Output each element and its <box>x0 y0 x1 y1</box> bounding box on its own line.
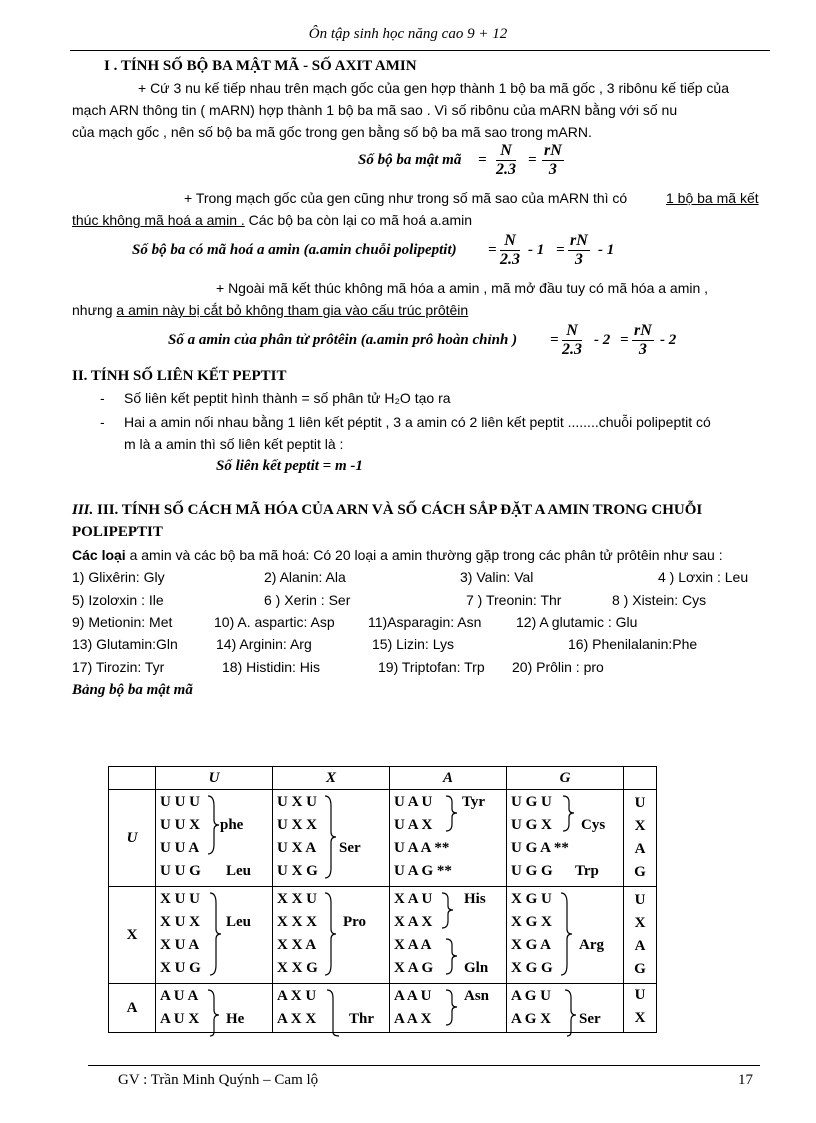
formula-label: Số bộ ba có mã hoá a amin (a.amin chuỗi polipeptit) <box>132 242 457 258</box>
codon-cell <box>156 790 273 887</box>
amino-acid-label: Asn <box>464 988 490 1004</box>
brace-icon <box>208 891 222 977</box>
codon-cell <box>507 887 624 984</box>
paragraph-line <box>72 547 723 563</box>
column-header: U <box>156 767 273 790</box>
third-base: X <box>634 915 646 931</box>
codon: U A U <box>394 794 433 810</box>
equals-sign: = <box>488 242 497 258</box>
amino-acid-label: Tyr <box>462 794 486 810</box>
codon: U G G <box>511 863 553 879</box>
amino-acid-label: Gln <box>464 960 489 976</box>
table-row <box>109 887 657 984</box>
equals-sign: = <box>528 152 537 168</box>
list-item: 13) Glutamin:Gln <box>72 636 178 652</box>
codon: A X U <box>277 988 317 1004</box>
codon: A G X <box>511 1011 552 1027</box>
fraction <box>562 322 582 359</box>
first-base-cell: X <box>109 887 156 984</box>
fraction <box>542 142 564 179</box>
codon: U A A ** <box>394 840 450 856</box>
codon: U G X <box>511 817 552 833</box>
numerator: rN <box>634 322 652 339</box>
amino-acid-label: Pro <box>343 914 367 930</box>
codon-cell <box>273 984 390 1033</box>
amino-acid-label: Ser <box>339 840 361 856</box>
amino-acid-label: Thr <box>349 1011 375 1027</box>
brace-icon <box>323 891 337 977</box>
third-base: A <box>634 938 646 954</box>
brace-icon <box>444 988 458 1028</box>
list-item: 11)Asparagin: Asn <box>368 614 482 630</box>
denominator: 2.3 <box>496 161 516 178</box>
brace-icon <box>440 891 454 931</box>
equals-sign: = <box>556 242 565 258</box>
numerator: N <box>562 322 582 341</box>
minus-term: - 2 <box>660 332 677 348</box>
fraction <box>496 142 516 179</box>
third-base: G <box>634 961 646 977</box>
denominator: 3 <box>638 341 647 358</box>
numerator: rN <box>544 142 562 159</box>
numerator: N <box>500 232 520 251</box>
codon: X U A <box>160 937 200 953</box>
codon: A G U <box>511 988 552 1004</box>
formula-label: Số bộ ba mật mã <box>358 152 462 168</box>
denominator: 3 <box>548 161 557 178</box>
underlined-text: 1 bộ ba mã kết <box>666 190 759 206</box>
amino-acid-label: Leu <box>226 914 252 930</box>
table-row <box>109 790 657 887</box>
codon: U U G <box>160 863 201 879</box>
brace-icon <box>561 794 575 834</box>
paragraph-line <box>72 212 472 228</box>
third-base: U <box>634 987 646 1003</box>
amino-acid-label: Leu <box>226 863 252 879</box>
formula: Số liên kết peptit = m -1 <box>216 458 363 474</box>
third-base-cell <box>624 984 657 1033</box>
codon: U U U <box>160 794 200 810</box>
brace-icon <box>559 891 573 977</box>
equals-sign: = <box>478 152 487 168</box>
amino-acid-label: Ser <box>579 1011 601 1027</box>
bullet-text: Hai a amin nối nhau bằng 1 liên kết péptit , 3 a amin có 2 liên kết peptit ........chuỗi polipeptit có <box>124 414 711 430</box>
section-number: III. <box>72 502 94 518</box>
amino-acid-label: Cys <box>581 817 606 833</box>
codon: U U X <box>160 817 200 833</box>
third-base: X <box>634 818 646 834</box>
codon-cell <box>390 887 507 984</box>
codon: A A U <box>394 988 432 1004</box>
minus-term: - 1 <box>528 242 545 258</box>
numerator: rN <box>570 232 588 249</box>
list-item: 5) Izolơxin : Ile <box>72 592 164 608</box>
section-2-heading: II. TÍNH SỐ LIÊN KẾT PEPTIT <box>72 368 287 384</box>
brace-icon <box>323 794 337 880</box>
codon: X G X <box>511 914 552 930</box>
codon: X U X <box>160 914 200 930</box>
amino-acid-label: Trp <box>575 863 599 879</box>
amino-acid-label: phe <box>220 817 244 833</box>
paragraph: + Ngoài mã kết thúc không mã hóa a amin , mã mở đầu tuy có mã hóa a amin , <box>216 280 709 296</box>
fraction <box>568 232 590 269</box>
minus-term: - 2 <box>594 332 611 348</box>
bullet-dash: - <box>100 390 105 406</box>
section-3-heading-cont: POLIPEPTIT <box>72 524 163 540</box>
paragraph: nhưng <box>72 302 113 318</box>
codon: X X A <box>277 937 317 953</box>
codon: U G A ** <box>511 840 569 856</box>
codon: U G U <box>511 794 552 810</box>
brace-icon <box>563 988 577 1038</box>
list-item: 17) Tirozin: Tyr <box>72 659 165 675</box>
equals-sign: = <box>620 332 629 348</box>
codon-table <box>108 766 657 1033</box>
amino-acid-label: Arg <box>579 937 604 953</box>
paragraph: + Trong mạch gốc của gen cũng như trong số mã sao của mARN thì có <box>184 190 628 206</box>
list-item: 15) Lizin: Lys <box>372 636 454 652</box>
codon-cell <box>156 887 273 984</box>
codon: U A X <box>394 817 433 833</box>
codon: U X G <box>277 863 318 879</box>
paragraph: của mạch gốc , nên số bộ ba mã gốc trong gen bằng số bộ ba mã sao trong mARN. <box>72 124 592 140</box>
list-item: 7 ) Treonin: Thr <box>466 592 562 608</box>
codon: A U A <box>160 988 199 1004</box>
column-header: A <box>390 767 507 790</box>
first-base-cell: A <box>109 984 156 1033</box>
third-base: X <box>634 1010 646 1026</box>
codon: X A X <box>394 914 433 930</box>
codon-cell <box>273 790 390 887</box>
codon: A X X <box>277 1011 317 1027</box>
first-base-cell: U <box>109 790 156 887</box>
codon: U X A <box>277 840 317 856</box>
list-item: 4 ) Lơxin : Leu <box>658 569 749 585</box>
codon: U A G ** <box>394 863 452 879</box>
list-item: 9) Metionin: Met <box>72 614 173 630</box>
brace-icon <box>206 988 220 1038</box>
codon: X A G <box>394 960 434 976</box>
third-base: G <box>634 864 646 880</box>
column-header: X <box>273 767 390 790</box>
underlined-text: a amin này bị cắt bỏ không tham gia vào cấu trúc prôtêin <box>116 302 469 318</box>
codon: X U G <box>160 960 201 976</box>
codon: X X X <box>277 914 317 930</box>
fraction <box>500 232 520 269</box>
bullet-dash: - <box>100 414 105 430</box>
formula-label: Số a amin của phân tử prôtêin (a.amin prô hoàn chỉnh ) <box>168 332 518 348</box>
bullet-text: Số liên kết peptit hình thành = số phân tử H₂O tạo ra <box>124 390 451 406</box>
paragraph: mạch ARN thông tin ( mARN) hợp thành 1 bộ ba mã sao . Vì số ribônu của mARN bằng với số nu <box>72 102 678 118</box>
codon: U X U <box>277 794 317 810</box>
codon: X G G <box>511 960 553 976</box>
list-item: 3) Valin: Val <box>460 569 534 585</box>
denominator: 2.3 <box>562 341 582 358</box>
brace-icon <box>444 794 458 834</box>
codon: X X U <box>277 891 317 907</box>
codon: U X X <box>277 817 317 833</box>
header-rule <box>70 50 770 51</box>
denominator: 2.3 <box>500 251 520 268</box>
amino-acid-label: He <box>226 1011 245 1027</box>
list-item: 14) Arginin: Arg <box>216 636 312 652</box>
amino-acid-label: His <box>464 891 486 907</box>
footer-author: GV : Trần Minh Quýnh – Cam lộ <box>118 1072 319 1088</box>
underlined-text: thúc không mã hoá a amin . <box>72 212 245 228</box>
section-1-heading: I . TÍNH SỐ BỘ BA MẬT MÃ - SỐ AXIT AMIN <box>104 58 417 74</box>
codon: A A X <box>394 1011 432 1027</box>
section-3-heading <box>72 502 702 519</box>
codon-cell <box>273 887 390 984</box>
section-3-title: III. TÍNH SỐ CÁCH MÃ HÓA CỦA ARN VÀ SỐ CÁCH SẮP ĐẶT A AMIN TRONG CHUỖI <box>97 502 703 518</box>
list-item: 6 ) Xerin : Ser <box>264 592 351 608</box>
page-number: 17 <box>738 1072 753 1088</box>
list-item: 12) A glutamic : Glu <box>516 614 638 630</box>
codon: X X G <box>277 960 318 976</box>
denominator: 3 <box>574 251 583 268</box>
codon-cell <box>507 984 624 1033</box>
third-base: U <box>634 892 646 908</box>
codon-cell <box>390 984 507 1033</box>
codon: X A U <box>394 891 433 907</box>
corner-cell <box>109 767 156 790</box>
column-header: G <box>507 767 624 790</box>
table-title: Bảng bộ ba mật mã <box>72 682 193 698</box>
page-header: Ôn tập sinh học năng cao 9 + 12 <box>308 26 508 42</box>
numerator: N <box>496 142 516 161</box>
third-base: A <box>634 841 646 857</box>
brace-icon <box>444 937 458 977</box>
equals-sign: = <box>550 332 559 348</box>
third-base: U <box>634 795 646 811</box>
codon: X G A <box>511 937 552 953</box>
brace-icon <box>325 988 341 1038</box>
third-base-cell <box>624 790 657 887</box>
paragraph-line <box>72 302 468 318</box>
codon: X A A <box>394 937 432 953</box>
paragraph: a amin và các bộ ba mã hoá: Có 20 loại a amin thường gặp trong các phân tử prôtêin như sau : <box>129 547 723 563</box>
table-row <box>109 984 657 1033</box>
paragraph: Các bộ ba còn lại co mã hoá a.amin <box>248 212 473 228</box>
footer-rule <box>88 1065 760 1066</box>
list-item: 16) Phenilalanin:Phe <box>568 636 698 652</box>
list-item: 19) Triptofan: Trp <box>378 659 485 675</box>
table-header-row <box>109 767 657 790</box>
codon: X G U <box>511 891 552 907</box>
bullet-text: m là a amin thì số liên kết peptit là : <box>124 436 344 452</box>
codon-cell <box>390 790 507 887</box>
list-item: 20) Prôlin : pro <box>512 659 604 675</box>
brace-icon <box>206 794 220 856</box>
list-item: 18) Histidin: His <box>222 659 321 675</box>
third-base-cell <box>624 887 657 984</box>
paragraph: + Cứ 3 nu kế tiếp nhau trên mạch gốc của gen hợp thành 1 bộ ba mã gốc , 3 ribônu kế tiếp của <box>138 80 729 96</box>
fraction <box>632 322 654 359</box>
list-item: 10) A. aspartic: Asp <box>214 614 335 630</box>
list-item: 2) Alanin: Ala <box>264 569 346 585</box>
bold-term: Các loại <box>72 547 126 563</box>
codon-cell <box>507 790 624 887</box>
codon-cell <box>156 984 273 1033</box>
codon: U U A <box>160 840 200 856</box>
list-item: 8 ) Xistein: Cys <box>612 592 707 608</box>
list-item: 1) Glixêrin: Gly <box>72 569 165 585</box>
codon: A U X <box>160 1011 200 1027</box>
corner-cell <box>624 767 657 790</box>
minus-term: - 1 <box>598 242 615 258</box>
codon: X U U <box>160 891 200 907</box>
